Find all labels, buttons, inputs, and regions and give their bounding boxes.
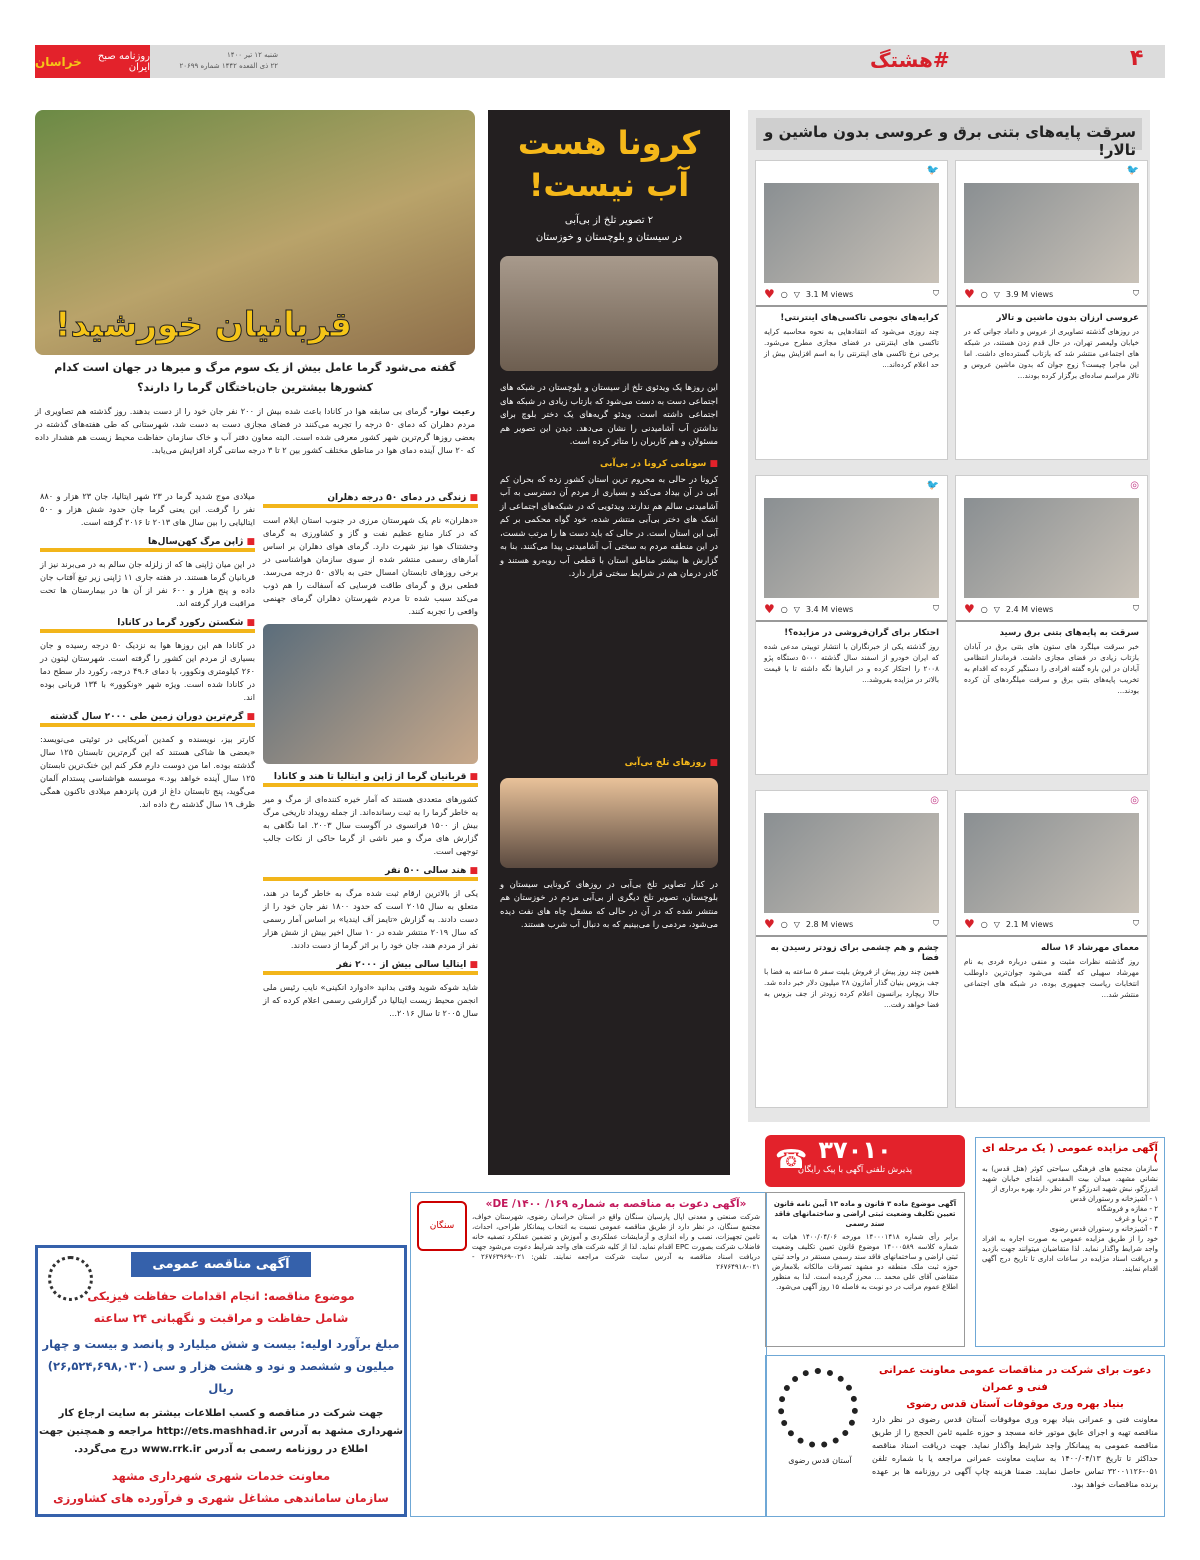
section-text: در کنار تصاویر تلخ بی‌آبی در روزهای کرونایی سیستان و بلوچستان، تصویر تلخ دیگری از بی‌آبی مردم در خوزستان هم منتشر شده که در آن در حالی که مشعل چاه های نفت دیده می‌شود، مردمی را می‌بینیم که به دنبال آب شرب هستند. xyxy=(500,878,718,929)
page-number: ۴ xyxy=(1130,46,1144,71)
tender-amount: مبلغ برآورد اولیه: بیست و شش میلیارد و پانصد و بیست و چهار xyxy=(42,1337,400,1351)
post-stats-bar xyxy=(956,598,1147,622)
comment-icon[interactable]: ○ xyxy=(780,604,788,614)
instagram-icon: ◎ xyxy=(1130,480,1139,491)
tender-amount: میلیون و ششصد و نود و هشت هزار و سی (۲۶,۵۲۴,۶۹۸,۰۳۰) ریال xyxy=(47,1359,395,1395)
logo-caption: آستان قدس رضوی xyxy=(788,1456,852,1465)
post-stats-bar xyxy=(956,283,1147,307)
ad-body: خود را از طریق مزایده عمومی به صورت اجاره به افراد واجد شرایط واگذار نماید. لذا متقاضیان میتوانند جهت بازدید و دریافت اسناد مزایده در ساعات اداری تا تاریخ درج آگهی اقدام نمایند. xyxy=(982,1235,1158,1273)
comment-icon[interactable]: ○ xyxy=(980,289,988,299)
phone-ad-banner xyxy=(765,1135,965,1187)
registration-notice-ad xyxy=(765,1192,965,1347)
feature-lead: گفته می‌شود گرما عامل بیش از یک سوم مرگ و میرها در جهان است کدام کشورها بیشترین جان‌باختگان گرما را دارند؟ xyxy=(54,361,456,394)
section-heading: ■ گرم‌ترین دوران زمین طی ۲۰۰۰ سال گذشته xyxy=(40,712,255,727)
byline: رعیت نواز- xyxy=(430,406,476,416)
twitter-icon: 🐦 xyxy=(1126,165,1139,176)
khuzestan-sunset-photo xyxy=(500,778,718,868)
post-image xyxy=(764,498,939,598)
ad-title: آگهی مناقصه عمومی xyxy=(131,1252,311,1277)
subtitle-line: در سیستان و بلوچستان و خوزستان xyxy=(535,232,683,243)
section-heading: ■ سونامی کرونا در بی‌آبی xyxy=(500,459,718,469)
water-crisis-column xyxy=(488,110,730,1175)
ad-title: «آگهی دعوت به مناقصه به شماره ۱۶۹/ DE /۱۴۰۰» xyxy=(485,1198,747,1210)
tender-ad-mashhad xyxy=(35,1245,407,1517)
bookmark-icon[interactable]: ⛉ xyxy=(1133,289,1139,298)
comment-icon[interactable]: ○ xyxy=(980,604,988,614)
bookmark-icon[interactable]: ⛉ xyxy=(1133,604,1139,613)
tender-info[interactable]: شهرداری مشهد به آدرس http://ets.mashhad.ir مراجعه و همچنین جهت xyxy=(39,1426,403,1437)
water-subtitle xyxy=(488,212,730,246)
views-count: 2.1 M views xyxy=(1005,919,1054,929)
views-count: 3.1 M views xyxy=(805,289,854,299)
heart-icon[interactable]: ♥ xyxy=(964,287,975,301)
post-title: احتکار برای گران‌فروشی در مزایده؟! xyxy=(784,628,939,638)
heart-icon[interactable]: ♥ xyxy=(764,602,775,616)
section-text: شاید شوکه شوید وقتی بدانید «ادوارد انکینی» نایب رئیس ملی انجمن محیط زیست ایتالیا در گزارشی رسمی اعلام کرده که از سال ۲۰۰۵ تا سال ۲۰۱۶... xyxy=(263,982,478,1018)
section-heading: ■ هند سالی ۵۰۰ نفر xyxy=(263,866,478,881)
post-body: چند روزی می‌شود که انتقادهایی به نحوه محاسبه کرایه تاکسی های اینترنتی در فضای مجازی مطرح می‌شود. برخی نرخ تاکسی های اینترنتی را به اسم افزایش بیش از حد اعلام کرده‌اند... xyxy=(764,327,939,369)
tender-info: جهت شرکت در مناقصه و کسب اطلاعات بیشتر به سایت ارجاع کار xyxy=(58,1408,384,1419)
auction-ad xyxy=(975,1137,1165,1347)
share-icon[interactable]: ▽ xyxy=(993,919,1000,929)
newspaper-logo xyxy=(35,45,150,78)
hashtag-headline: سرقت پایه‌های بتنی برق و عروسی بدون ماشین و تالار! xyxy=(756,118,1142,150)
section-text: کرونا در حالی به محروم ترین استان کشور زده که بحران کم آبی در آن بیداد می‌کند و بسیاری از مردم آن دسترسی به آب آشامیدنی سالم هم ندارند. ویدئویی که در شبکه‌های اجتماعی از اشک های دختر بی‌آبی منتشر شده، خود گواه محکمی بر کم آبی این استان است. در حالی که باید دست ها را مرتب شست، در این منطقه مردم به سختی آب آشامیدنی پیدا می‌کنند. بنا به گزارش ها بیشتر مناطق استان با قطعی آب روبه‌رو هستند و کادر درمان هم در شرایط سختی قرار دارد. xyxy=(500,473,718,578)
social-post-card[interactable] xyxy=(755,475,948,775)
brand-name: خراسان xyxy=(35,54,82,69)
heart-icon[interactable]: ♥ xyxy=(764,917,775,931)
ad-body: شرکت صنعتی و معدنی اپال پارسیان سنگان واقع در استان خراسان رضوی، شهرستان خواف، مجتمع سنگان، در نظر دارد از طریق مناقصه عمومی نسبت به انتخاب پیمانکار طراحی، احداث، تامین تجهیزات، نصب و راه اندازی و آزمایشات عملکردی و آموزش و تضمین عملکرد تصفیه خانه فاضلاب شرکت بصورت EPC اقدام نماید. لذا از کلیه شرکت های واجد شرایط دعوت می‌شود جهت دریافت اسناد مناقصه به آدرس سایت شرکت مراجعه نمایند. تلفن: ۰۲۱-۲۶۷۶۳۹۶۹ - ۰۲۱-۲۶۷۶۴۹۱۸ xyxy=(472,1213,761,1271)
post-body: همین چند روز پیش از فروش بلیت سفر ۵ ساعته به فضا با جف بزوس بنیان گذار آمازون ۲۸ میلیون دلار خبر داده شد. حالا ریچارد برانسون اعلام کرده زودتر از جف بزوس به فضا خواهد رفت... xyxy=(764,967,939,1009)
bookmark-icon[interactable]: ⛉ xyxy=(1133,919,1139,928)
auction-item: ۳ - تریا و غرف xyxy=(1114,1215,1158,1223)
ad-title: بنیاد بهره وری موقوفات آستان قدس رضوی xyxy=(906,1399,1124,1410)
headline-line: کرونا هست xyxy=(517,124,701,162)
comment-icon[interactable]: ○ xyxy=(780,289,788,299)
post-stats-bar xyxy=(756,913,947,937)
post-body: روز گذشته نظرات مثبت و منفی درباره فردی به نام مهرشاد سهیلی که گفته می‌شود جوان‌ترین داوطلب انتخابات ریاست جمهوری بوده، در شبکه های اجتماعی منتشر شد... xyxy=(964,957,1139,999)
section-heading: ■ شکستن رکورد گرما در کانادا xyxy=(40,618,255,633)
ad-body: سازمان مجتمع های فرهنگی سیاحتی کوثر (هتل قدس) به نشانی مشهد، میدان بیت المقدس، ابتدای خیابان شهید اندرزگو، نبش شهید اندرزگو ۲ در نظر دارد بهره برداری از xyxy=(982,1165,1158,1193)
tender-subject: شامل حفاظت و مراقبت و نگهبانی ۲۴ ساعته xyxy=(93,1311,349,1325)
share-icon[interactable]: ▽ xyxy=(793,919,800,929)
post-image xyxy=(964,813,1139,913)
section-heading: ■ روزهای تلخ بی‌آبی xyxy=(500,758,718,768)
sangan-logo: سنگان xyxy=(417,1201,467,1251)
water-headline xyxy=(488,122,730,206)
post-title: عروسی ارزان بدون ماشین و تالار xyxy=(996,313,1139,323)
tender-signatory: سازمان ساماندهی مشاغل شهری و فرآورده های کشاورزی xyxy=(53,1491,389,1505)
feature-column-left xyxy=(40,490,255,811)
intro-text: گرمای بی سابقه هوا در کانادا باعث شده بیش از ۲۰۰ نفر جان خود را از دست بدهند. روز گذشته هم تصاویری از مردم دهلران که دمای ۵۰ درجه را تجربه می‌کنند در فضای مجازی دست به دست شد، شهرستانی که طی هفته‌های گذشته در بعضی روزها گرم‌ترین شهر کشور معرفی شده است. البته معاون دفتر آب و خاک سازمان حفاظت محیط زیست هم هشدار داده که ۲۰ سال آینده دمای هوا در مناطق مختلف کشور بین ۲ تا ۳ درجه سانتی گراد افزایش می‌یابد. xyxy=(35,406,475,455)
share-icon[interactable]: ▽ xyxy=(993,289,1000,299)
post-title: معمای مهرشاد ۱۶ ساله xyxy=(1041,943,1139,953)
section-text: کارتر بیز، نویسنده و کمدین آمریکایی در توئیتی می‌نویسد: «بعضی ها شاکی هستند که این گرم‌ترین تابستان ۱۲۵ سال گذشته بوده. اما من دوست دارم فکر کنم این خنک‌ترین تابستان ۱۲۵ سال آینده خواهد بود.» موسسه هواشناسی پستدام آلمان می‌گوید، پنج تابستان داغ از قرن پانزدهم میلادی تاکنون همگی ظرف ۱۹ سال گذشته رخ داده اند. xyxy=(40,734,256,809)
twitter-icon: 🐦 xyxy=(926,480,939,491)
headline-line: آب نیست! xyxy=(528,166,690,204)
social-post-card[interactable] xyxy=(955,475,1148,775)
section-heading: ■ ژاپن مرگ کهن‌سال‌ها xyxy=(40,537,255,552)
poster-title: قربانیان خورشید! xyxy=(55,305,353,345)
auction-item: ۴ - آشپزخانه و رستوران قدس رضوی xyxy=(1049,1225,1158,1233)
feature-intro xyxy=(35,405,475,457)
water-intro: این روزها یک ویدئوی تلخ از سیستان و بلوچستان در شبکه های اجتماعی دست به دست می‌شود که بازتاب زیادی در شبکه های اجتماعی داشته است. ویدئو گریه‌های یک دختر بلوچ برای نداشتن آب آشامیدنی را نشان می‌دهد. دیدن این تصویر هم مسئولان و هم کاربران را متاثر کرده است. xyxy=(500,382,718,446)
bookmark-icon[interactable]: ⛉ xyxy=(933,289,939,298)
twitter-icon: 🐦 xyxy=(926,165,939,176)
comment-icon[interactable]: ○ xyxy=(780,919,788,929)
ad-title: دعوت برای شرکت در مناقصات عمومی معاونت عمرانی فنی و عمران xyxy=(878,1365,1152,1393)
ad-body: برابر رأی شماره ۱۴۰۰۰۱۴۱۸ مورخه ۱۴۰۰/۰۴/۰۶ هیات به شماره کلاسه ۱۴۰۰۰۵۸۹ موضوع قانون تعیین تکلیف وضعیت ثبتی اراضی و ساختمانهای فاقد سند رسمی مستقر در واحد ثبتی حوزه ثبت ملک منطقه دو مشهد تصرفات مالکانه بلامعارض متقاضی آقای علی محمد ... محرز گردیده است. لذا به منظور اطلاع عموم مراتب در دو نوبت به فاصله ۱۵ روز آگهی می‌شود. xyxy=(772,1233,959,1291)
share-icon[interactable]: ▽ xyxy=(993,604,1000,614)
heart-icon[interactable]: ♥ xyxy=(964,602,975,616)
post-image xyxy=(764,813,939,913)
date-line: شنبه ۱۲ تیر ۱۴۰۰ xyxy=(226,51,278,59)
post-image xyxy=(964,498,1139,598)
social-post-card[interactable] xyxy=(955,160,1148,460)
phone-number: ۳۷۰۱۰ xyxy=(818,1136,892,1164)
post-body: خبر سرقت میلگرد های ستون های بتنی برق در آبادان بازتاب زیادی در فضای مجازی داشت. فرماندار انتظامی آبادان در این باره گفته افرادی را دستگیر کرده که اقدام به تخریب پایه‌های بتنی برق و سرقت میلگردهای آن کرده بودند... xyxy=(964,642,1139,695)
section-text: کشورهای متعددی هستند که آمار خیره کننده‌ای از مرگ و میر به خاطر گرما را به ثبت رسانده‌اند. از جمله رویداد تاریخی مرگ بیش از ۱۵۰۰ فرانسوی در آگوست سال ۲۰۰۳. اما نگاهی به گزارش های مرگ و میر ناشی از گرما حاکی از نکات جالب توجهی است. xyxy=(263,794,478,856)
astan-quds-logo xyxy=(778,1368,858,1448)
tender-subject: موضوع مناقصه: انجام اقدامات حفاظت فیزیکی xyxy=(87,1289,355,1303)
social-post-card[interactable] xyxy=(955,790,1148,1108)
dehloran-photo-collage xyxy=(263,624,478,764)
post-stats-bar xyxy=(756,283,947,307)
ad-title: آگهی مزایده عمومی ( یک مرحله ای ) xyxy=(982,1143,1158,1164)
bookmark-icon[interactable]: ⛉ xyxy=(933,604,939,613)
heat-victims-poster xyxy=(35,110,475,355)
section-heading: ■ قربانیان گرما از ژاپن و ایتالیا تا هند و کانادا xyxy=(263,772,478,787)
section-text: در این میان ژاپنی ها که از زلزله جان سالم به در می‌برند نیز از قربانیان گرما هستند. در هفته جاری ۱۱ ژاپنی زیر تیغ آفتاب جان داده و پنج هزار و ۶۰۰ نفر از آن ها در بیمارستان ها تحت مراقبت قرار گرفته اند. xyxy=(40,559,255,608)
issue-date xyxy=(158,50,278,72)
issue-number-line: ۲۲ ذی القعده ۱۴۴۲ شماره ۲۰۶۹۹ xyxy=(179,62,278,70)
post-image xyxy=(764,183,939,283)
post-body: در روزهای گذشته تصاویری از عروس و داماد جوانی که در خیابان ولیعصر تهران، در حال قدم زدن هستند، در شبکه های اجتماعی منتشر شد که بازتاب گسترده‌ای داشت. اما این ماجرا چیست؟ زوج جوان که بدون ماشین عروس و تالار مراسم ساده‌ای برگزار کرده بودند... xyxy=(964,327,1139,380)
social-post-card[interactable] xyxy=(755,160,948,460)
brand-tagline: روزنامه صبح ایران xyxy=(97,50,150,73)
post-title: چشم و هم چشمی برای زودتر رسیدن به فضا xyxy=(770,943,939,963)
heart-icon[interactable]: ♥ xyxy=(764,287,775,301)
astan-quds-tender-ad xyxy=(765,1355,1165,1517)
share-icon[interactable]: ▽ xyxy=(793,604,800,614)
section-heading: ■ زندگی در دمای ۵۰ درجه دهلران xyxy=(263,493,478,508)
feature-column-right xyxy=(263,485,478,1020)
subtitle-line: ۲ تصویر تلخ از بی‌آبی xyxy=(564,215,654,226)
share-icon[interactable]: ▽ xyxy=(793,289,800,299)
post-body: روز گذشته یکی از خبرنگاران با انتشار توییتی مدعی شده که ایران خودرو از اسفند سال گذشته ۵۰۰۰ دستگاه پژو ۲۰۰۸ را احتکار کرده و در انبارها نگه داشته تا با قیمت بالاتر در مزایده بفروشد... xyxy=(764,642,939,684)
views-count: 2.8 M views xyxy=(805,919,854,929)
phone-caption: پذیرش تلفنی آگهی با پیک رایگان xyxy=(797,1165,913,1175)
section-text: در کانادا هم این روزها هوا به نزدیک ۵۰ درجه رسیده و جان بسیاری از مردم این کشور را گرفته است. شهرستان لیتون در ۲۶۰ کیلومتری ونکوور، با دمای ۴۹.۶ درجه، رکورد دار سطح دما در کانادا شده است. ویژه شهر «ونکوور» با ۱۳۴ قربانی بوده اند. xyxy=(40,640,255,702)
views-count: 3.4 M views xyxy=(805,604,854,614)
views-count: 2.4 M views xyxy=(1005,604,1054,614)
section-text: «دهلران» نام یک شهرستان مرزی در جنوب استان ایلام است که در کنار منابع عظیم نفت و گاز و کشاورزی به گرمای وحشتناک هوا نیز شهرت دارد. گرمای هوای دهلران بر اساس آمارهای رسمی منتشر شده از سوی سازمان هواشناسی در برخی روزهای تابستان امسال حتی به بالای ۵۰ درجه می‌رسد. قطعی برق و گرمای طاقت فرسایی که آسفالت را هم ذوب می‌کند سبب شده تا مردم شهرستان دهلران گرمای جهنمی واقعی را تجربه کنند. xyxy=(263,515,478,616)
instagram-icon: ◎ xyxy=(930,795,939,806)
post-stats-bar xyxy=(756,598,947,622)
post-image xyxy=(964,183,1139,283)
post-title: کرایه‌های نجومی تاکسی‌های اینترنتی! xyxy=(780,313,939,323)
tender-info[interactable]: اطلاع در روزنامه رسمی به آدرس www.rrk.ir درج می‌گردد. xyxy=(74,1444,368,1455)
auction-item: ۱ - آشپزخانه و رستوران قدس xyxy=(1070,1195,1158,1203)
bookmark-icon[interactable]: ⛉ xyxy=(933,919,939,928)
post-title: سرقت به پایه‌های بتنی برق رسید xyxy=(999,628,1139,638)
ad-title: آگهی موضوع ماده ۳ قانون و ماده ۱۳ آیین نامه قانون تعیین تکلیف وضعیت ثبتی اراضی و ساختمانهای فاقد سند رسمی xyxy=(773,1200,957,1228)
telephone-icon: ☎ xyxy=(775,1145,808,1175)
heart-icon[interactable]: ♥ xyxy=(964,917,975,931)
section-heading: ■ ایتالیا سالی بیش از ۲۰۰۰ نفر xyxy=(263,960,478,975)
mashhad-municipality-logo xyxy=(48,1256,93,1301)
social-post-card[interactable] xyxy=(755,790,948,1108)
section-text: یکی از بالاترین ارقام ثبت شده مرگ به خاطر گرما در هند، متعلق به سال ۲۰۱۵ است که حدود ۱۸۰۰ نفر جان خود را از دست دادند. به گزارش «تایمز آف اینديا» بر اساس آمار رسمی که سال ۲۰۱۹ منتشر شده در ۱۰ سال اخیر بیش از شش هزار نفر از مردم هند، جان خود را بر اثر گرما از دست دادند. xyxy=(263,888,478,950)
tender-signatory: معاونت خدمات شهری شهرداری مشهد xyxy=(111,1469,331,1483)
views-count: 3.9 M views xyxy=(1005,289,1054,299)
comment-icon[interactable]: ○ xyxy=(980,919,988,929)
post-stats-bar xyxy=(956,913,1147,937)
tender-invite-ad xyxy=(410,1192,767,1517)
section-title: #هشتگ xyxy=(870,48,950,72)
crying-girl-photo xyxy=(500,256,718,371)
instagram-icon: ◎ xyxy=(1130,795,1139,806)
ad-body: معاونت فنی و عمرانی بنیاد بهره وری موقوفات آستان قدس رضوی در نظر دارد مناقصه تهیه و اجرای عایق موتور خانه مسجد و حوزه علمیه ثامن الحجج را از طریق مناقصه عمومی به پیمانکار واجد شرایط واگذار نماید. جهت دریافت اسناد مناقصه حداکثر تا تاریخ ۱۴۰۰/۰۴/۱۳ به سایت معاونت عمرانی مراجعه یا با شماره تلفن ۰۵۱-۳۲۰۰۱۱۲۶ تماس حاصل نمایند. ضمنا هزینه چاپ آگهی در روزنامه ها بر عهده برنده مناقصات خواهد بود. xyxy=(872,1415,1158,1489)
auction-item: ۲ - مغازه و فروشگاه xyxy=(1097,1205,1158,1213)
section-text: میلادی موج شدید گرما در ۲۳ شهر ایتالیا، جان ۲۳ هزار و ۸۸۰ نفر را گرفت. این یعنی گرما جان حدود شش هزار و ۵۰۰ ایتالیایی را بین سال های ۲۰۱۳ تا ۲۰۱۶ گرفته است. xyxy=(40,491,255,527)
